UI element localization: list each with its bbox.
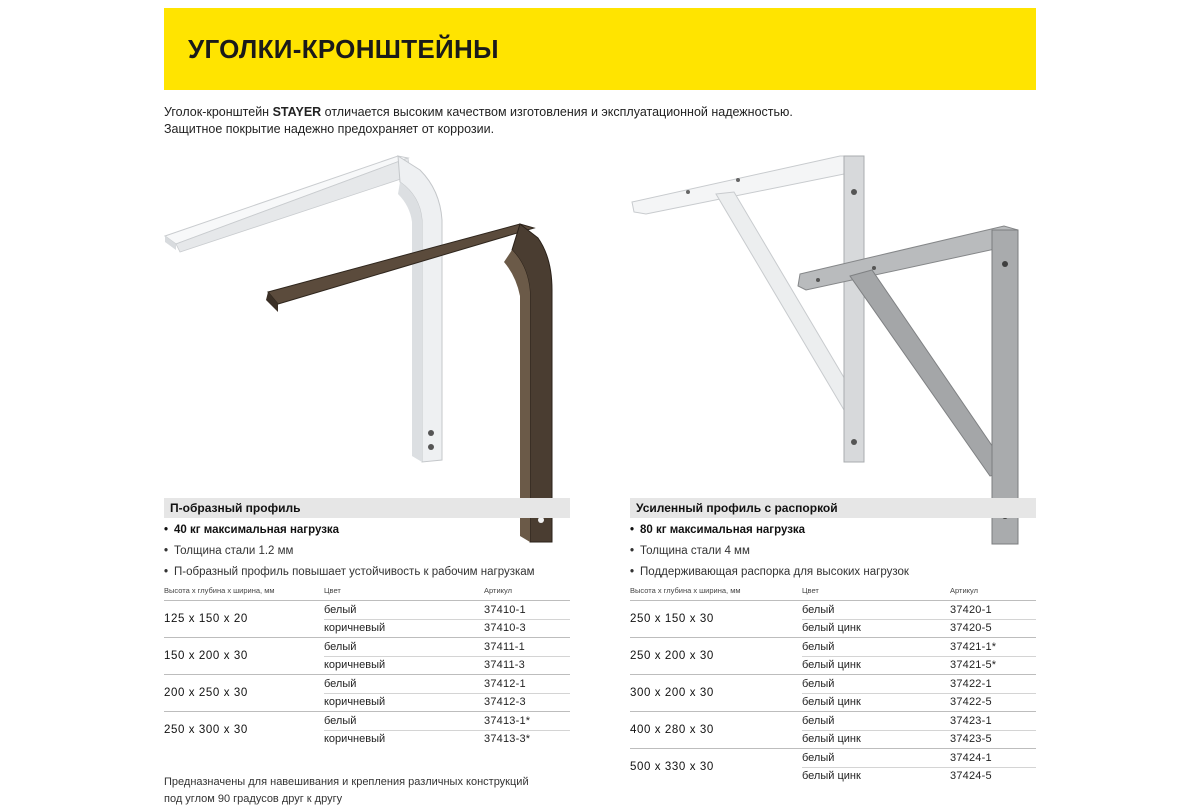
left-color-header: Цвет: [324, 586, 341, 595]
article-cell: 37421-5*: [950, 659, 997, 671]
color-cell: белый: [802, 715, 835, 727]
white-bracket: [165, 156, 442, 462]
left-section-title: П-образный профиль: [164, 498, 570, 518]
article-cell: 37413-3*: [484, 733, 531, 745]
color-cell: белый: [324, 604, 357, 616]
white-braced-bracket: [632, 156, 864, 462]
header-banner: [164, 8, 1036, 90]
article-cell: 37423-5: [950, 733, 992, 745]
size-cell: 200 x 250 x 30: [164, 687, 248, 699]
article-cell: 37420-5: [950, 622, 992, 634]
table-row: [164, 711, 570, 748]
size-cell: 150 x 200 x 30: [164, 650, 248, 662]
size-cell: 300 x 200 x 30: [630, 687, 714, 699]
right-article-header: Артикул: [950, 586, 978, 595]
article-cell: 37422-1: [950, 678, 992, 690]
table-row: [164, 637, 570, 674]
left-bullets: [164, 520, 535, 583]
brown-bracket: [266, 224, 552, 542]
page-title: УГОЛКИ-КРОНШТЕЙНЫ: [188, 34, 499, 64]
footnote-line-2: под углом 90 градусов друг к другу: [164, 793, 343, 805]
left-article-header: Артикул: [484, 586, 512, 595]
right-bullet-strut: • Поддерживающая распорка для высоких нагрузок: [630, 562, 909, 583]
size-cell: 400 x 280 x 30: [630, 724, 714, 736]
color-cell: белый: [324, 715, 357, 727]
intro-text: [164, 104, 793, 138]
article-cell: 37412-3: [484, 696, 526, 708]
intro-line-1-end: отличается высоким качеством изготовления и эксплуатационной надежностью.: [321, 105, 793, 119]
white-and-brown-l-bracket-illustration: [160, 150, 560, 545]
article-cell: 37410-3: [484, 622, 526, 634]
article-cell: 37423-1: [950, 715, 992, 727]
intro-line-1: [164, 104, 793, 121]
size-cell: 500 x 330 x 30: [630, 761, 714, 773]
article-cell: 37413-1*: [484, 715, 531, 727]
article-cell: 37410-1: [484, 604, 526, 616]
intro-line-1-start: Уголок-кронштейн: [164, 105, 273, 119]
color-cell: коричневый: [324, 659, 386, 671]
table-row: [630, 711, 1036, 748]
table-row: [164, 600, 570, 637]
color-cell: белый: [802, 604, 835, 616]
white-and-zinc-braced-bracket-illustration: [628, 150, 1028, 545]
color-cell: белый цинк: [802, 696, 861, 708]
article-cell: 37424-1: [950, 752, 992, 764]
table-row: [630, 674, 1036, 711]
right-spec-table: [630, 586, 1036, 785]
right-bullet-load: • 80 кг максимальная нагрузка: [630, 520, 909, 541]
color-cell: белый: [324, 678, 357, 690]
color-cell: коричневый: [324, 696, 386, 708]
left-table-header: [164, 586, 570, 600]
right-table-header: [630, 586, 1036, 600]
left-bullet-thickness: • Толщина стали 1.2 мм: [164, 541, 535, 562]
article-cell: 37411-3: [484, 659, 525, 671]
footnote-line-1: Предназначены для навешивания и крепления различных конструкций: [164, 776, 529, 788]
right-size-header: Высота х глубина х ширина, мм: [630, 586, 741, 595]
table-row: [630, 748, 1036, 785]
color-cell: белый цинк: [802, 733, 861, 745]
table-row: [630, 637, 1036, 674]
color-cell: белый цинк: [802, 659, 861, 671]
right-color-header: Цвет: [802, 586, 819, 595]
color-cell: белый: [802, 678, 835, 690]
table-row: [164, 674, 570, 711]
color-cell: белый: [802, 641, 835, 653]
color-cell: белый: [324, 641, 357, 653]
color-cell: белый: [802, 752, 835, 764]
size-cell: 125 x 150 x 20: [164, 613, 248, 625]
article-cell: 37421-1*: [950, 641, 997, 653]
size-cell: 250 x 200 x 30: [630, 650, 714, 662]
left-bullet-profile: • П-образный профиль повышает устойчивость к рабочим нагрузкам: [164, 562, 535, 583]
size-cell: 250 x 300 x 30: [164, 724, 248, 736]
footnote: [164, 774, 529, 808]
left-bullet-load: • 40 кг максимальная нагрузка: [164, 520, 535, 541]
left-size-header: Высота х глубина х ширина, мм: [164, 586, 275, 595]
color-cell: коричневый: [324, 622, 386, 634]
article-cell: 37424-5: [950, 770, 992, 782]
table-row: [630, 600, 1036, 637]
brand-name: STAYER: [272, 105, 322, 119]
article-cell: 37422-5: [950, 696, 992, 708]
right-bullet-thickness: • Толщина стали 4 мм: [630, 541, 909, 562]
color-cell: белый цинк: [802, 770, 861, 782]
article-cell: 37420-1: [950, 604, 992, 616]
color-cell: коричневый: [324, 733, 386, 745]
article-cell: 37412-1: [484, 678, 526, 690]
color-cell: белый цинк: [802, 622, 861, 634]
intro-line-2: Защитное покрытие надежно предохраняет от коррозии.: [164, 122, 495, 136]
left-spec-table: [164, 586, 570, 748]
right-section-title: Усиленный профиль с распоркой: [630, 498, 1036, 518]
article-cell: 37411-1: [484, 641, 525, 653]
size-cell: 250 x 150 x 30: [630, 613, 714, 625]
right-bullets: [630, 520, 909, 583]
